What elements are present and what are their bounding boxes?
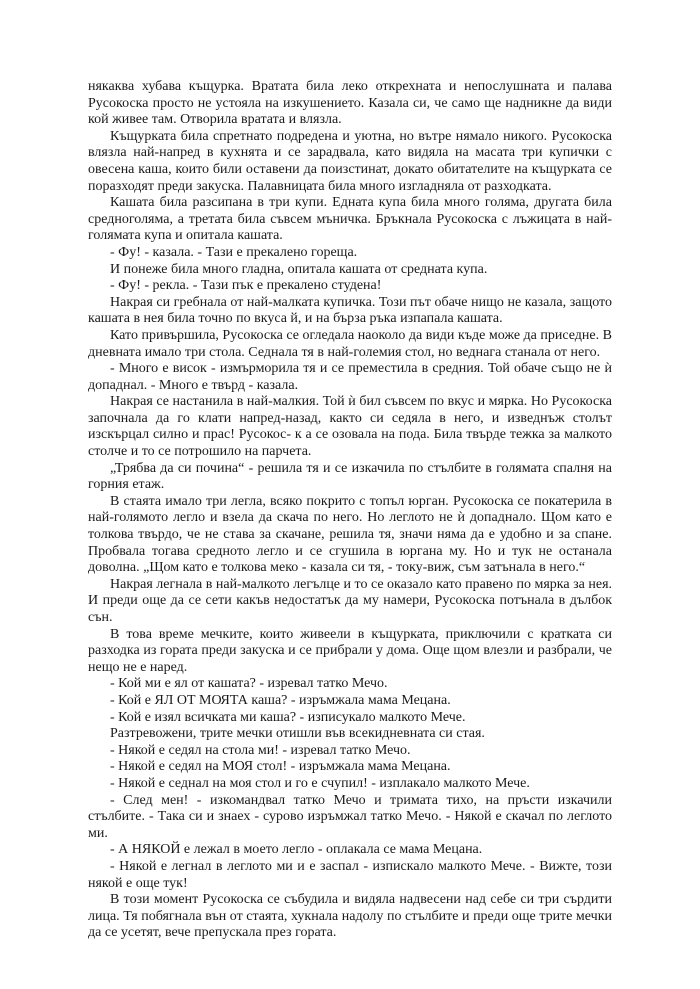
story-paragraph: В това време мечките, които живеели в къщурката, приключили с кратката си разходка из гората преди закуска и се прибрали у дома. Още щом влезли и разбрали, че нещо не е наред.	[88, 626, 612, 675]
story-paragraph: - Кой ми е ял от кашата? - изревал татко Мечо.	[110, 676, 388, 692]
story-paragraph: - Кой е ЯЛ ОТ МОЯТА каша? - изръмжала мама Мецана.	[110, 692, 451, 708]
story-paragraph: - Много е висок - измърморила тя и се преместила в средния. Той обаче също не ѝ допаднал. - Много е твърд - казала.	[88, 361, 612, 393]
story-paragraph: И понеже била много гладна, опитала кашата от средната купа.	[110, 261, 488, 277]
story-paragraph: - Някой е легнал в леглото ми и е заспал - изпискало малкото Мече. - Вижте, този някой е още тук!	[88, 858, 612, 891]
story-paragraph: Накрая легнала в най-малкото легълце и то се оказало като правено по мярка за нея. И преди още да се сети какъв недостатък да му намери, Русокоска потънала в дълбок сън.	[88, 576, 613, 625]
story-paragraph: Разтревожени, трите мечки отишли във всекидневната си стая.	[110, 726, 485, 742]
story-paragraph: - След мен! - изкомандвал татко Мечо и тримата тихо, на пръсти изкачили стълбите. - Така си и знаех - сурово изръмжал татко Мечо. - Някой е скачал по леглото ми.	[88, 792, 612, 841]
story-paragraph: В този момент Русокоска се събудила и видяла надвесени над себе си три сърдити лица. Тя побягнала вън от стаята, хукнала надолу по стълбите и преди още трите мечки да се усетят, вече препускала през гората.	[88, 892, 612, 941]
story-paragraph: Накрая се настанила в най-малкия. Той ѝ бил съвсем по вкус и мярка. Но Русокоска започнала да го клати напред-назад, както си седяла в него, и изведнъж столът изскърцал силно и прас! Русокос- к а се озовала на пода. Била твърде тежка за малкото столче и то се потрошило на парчета.	[88, 394, 612, 460]
story-paragraph: Къщурката била спретнато подредена и уютна, но вътре нямало никого. Русокоска влязла най-напред в кухнята и се зарадвала, като видяла на масата три купички с овесена каша, които били оставени да поизстинат, докато обитателите на къщурката се поразходят преди закуска. Палавницата била много изгладняла от разходката.	[88, 128, 612, 194]
story-paragraph: - Кой е изял всичката ми каша? - изписукало малкото Мече.	[110, 709, 466, 725]
story-paragraph: - Фу! - рекла. - Тази пък е прекалено студена!	[110, 278, 382, 294]
story-paragraph: - А НЯКОЙ е лежал в моето легло - оплакала се мама Мецана.	[110, 842, 483, 858]
story-paragraph: - Някой е седял на МОЯ стол! - изръмжала мама Мецана.	[110, 759, 451, 775]
story-paragraph: Кашата била разсипана в три купи. Едната купа била много голяма, другата била средноголяма, а третата била съвсем мъничка. Бръкнала Русокоска с лъжицата в най-голямата купа и опитала кашата.	[88, 195, 612, 244]
story-paragraph: Накрая си гребнала от най-малката купичка. Този път обаче нищо не казала, защото кашата в нея била точно по вкуса й, и на бърза ръка изпапала кашата.	[88, 294, 612, 327]
story-paragraph: „Трябва да си почина“ - решила тя и се изкачила по стълбите в голямата спалня на горния етаж.	[88, 460, 612, 493]
story-paragraph: В стаята имало три легла, всяко покрито с топъл юрган. Русокоска се покатерила в най-голямото легло и взела да скача по него. Но леглото не ѝ допаднало. Щом като е толкова твърдо, че не става за скачане, решила тя, значи няма да е удобно и за спане. Пробвала тогава средното легло и се сгушила в юргана му. Но и тук не останала доволна. „Щом като е толкова меко - казала си тя, - току-виж, съм затънала в него.“	[88, 493, 612, 576]
story-paragraph: - Някой е седял на стола ми! - изревал татко Мечо.	[110, 742, 411, 758]
story-paragraph: някаква хубава къщурка. Вратата била леко открехната и непослушната и палава Русокоска просто не устояла на изкушението. Казала си, че само ще надникне да види кой живее там. Отворила вратата и влязла.	[88, 79, 612, 128]
story-paragraph: - Някой е седнал на моя стол и го е счупил! - изплакало малкото Мече.	[110, 775, 530, 791]
story-paragraph: - Фу! - казала. - Тази е прекалено гореща.	[110, 244, 358, 260]
story-paragraph: Като привършила, Русокоска се огледала наоколо да види къде може да приседне. В дневната имало три стола. Седнала тя в най-големия стол, но веднага станала от него.	[88, 327, 612, 360]
story-text	[88, 79, 612, 942]
